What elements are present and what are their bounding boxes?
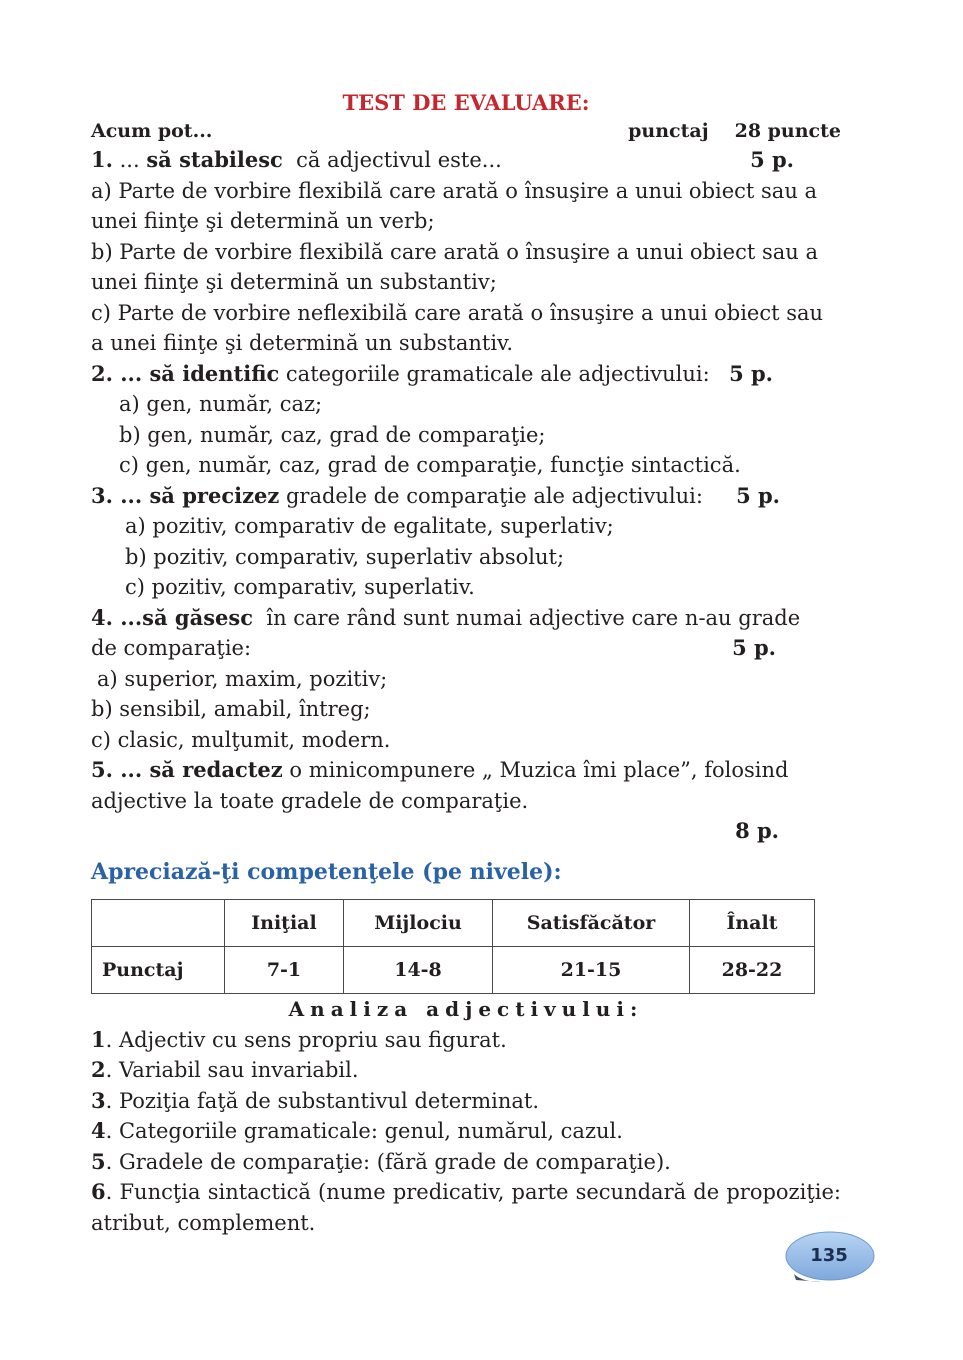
q1-option-c: c) Parte de vorbire neflexibilă care arată o însuşire a unui obiect sau a unei fiinţe şi determină un substantiv.	[91, 300, 824, 355]
analysis-item-text: . Adjectiv cu sens propriu sau figurat.	[105, 1027, 507, 1052]
q1-option-a: a) Parte de vorbire flexibilă care arată o însuşire a unui obiect sau a unei fiinţe şi determină un verb;	[91, 178, 818, 233]
q4-points: 5 p.	[732, 635, 776, 660]
q3-points: 5 p.	[736, 482, 780, 508]
q3-verb: să precizez	[149, 482, 280, 508]
header-left: Acum pot...	[91, 120, 213, 142]
q5-points-row	[91, 816, 841, 847]
levels-score-cell: 7-1	[225, 947, 344, 994]
analysis-item-number: 5	[91, 1148, 106, 1174]
page-number-badge	[782, 1230, 876, 1284]
analysis-item-text: . Gradele de comparaţie: (fără grade de comparaţie).	[105, 1149, 671, 1174]
question-4	[91, 603, 841, 634]
levels-score-cell: 28-22	[690, 947, 815, 994]
q1-text: că adjectivul este...	[282, 148, 502, 172]
q2-verb: să identific	[149, 360, 280, 386]
q5-number: 5. ...	[91, 757, 150, 782]
header-row	[91, 118, 841, 145]
score-info	[628, 118, 841, 145]
levels-header-cell: Iniţial	[225, 900, 344, 947]
analysis-item-number: 3	[91, 1087, 106, 1113]
analysis-item	[91, 1025, 841, 1056]
q1-option-b: b) Parte de vorbire flexibilă care arată o însuşire a unui obiect sau a unei fiinţe şi determină un substantiv;	[91, 239, 818, 294]
levels-table	[91, 899, 815, 994]
levels-header-cell: Mijlociu	[344, 900, 493, 947]
question-1	[91, 145, 841, 176]
page-number: 135	[810, 1245, 848, 1266]
score-label: punctaj	[628, 120, 709, 142]
analysis-item-text: . Categoriile gramaticale: genul, numărul, cazul.	[105, 1119, 623, 1143]
q4-text: în care rând sunt numai adjective care n-au grade	[253, 605, 801, 630]
analysis-item	[91, 1086, 841, 1117]
analysis-item-number: 4	[91, 1118, 106, 1143]
q2-option-b: b) gen, număr, caz, grad de comparaţie;	[119, 422, 546, 447]
analysis-item-text: . Variabil sau invariabil.	[105, 1058, 359, 1082]
levels-score-cell: 14-8	[344, 947, 493, 994]
analysis-item	[91, 1177, 841, 1238]
q4-option-b: b) sensibil, amabil, întreg;	[91, 697, 371, 721]
levels-score-row	[92, 947, 815, 994]
q2-text: categoriile gramaticale ale adjectivului:	[279, 361, 710, 386]
question-4-cont	[91, 633, 841, 664]
q3-option-a: a) pozitiv, comparativ de egalitate, superlativ;	[125, 514, 614, 538]
q1-number: 1.	[91, 147, 113, 172]
question-5	[91, 755, 841, 816]
analysis-item-number: 1	[91, 1026, 106, 1052]
levels-row-label: Punctaj	[92, 947, 225, 994]
analysis-item-number: 6	[91, 1179, 106, 1204]
q4-option-a: a) superior, maxim, pozitiv;	[97, 666, 388, 691]
q3-option-b: b) pozitiv, comparativ, superlativ absolut;	[125, 544, 565, 569]
score-value: 28 puncte	[734, 120, 841, 142]
q5-points: 8 p.	[735, 818, 779, 843]
q4-text2: de comparaţie:	[91, 636, 252, 660]
test-title: TEST DE EVALUARE:	[342, 90, 590, 115]
q4-verb: să găsesc	[142, 604, 253, 630]
levels-score-cell: 21-15	[493, 947, 690, 994]
question-3	[91, 481, 841, 512]
levels-header-cell: Înalt	[690, 900, 815, 947]
q4-number: 4. ...	[91, 604, 143, 630]
q2-option-a: a) gen, număr, caz;	[119, 392, 323, 416]
levels-title: Apreciază-ţi competenţele (pe nivele):	[91, 858, 562, 885]
question-2	[91, 359, 841, 390]
q3-text: gradele de comparaţie ale adjectivului:	[279, 483, 703, 508]
q5-verb: să redactez	[149, 757, 283, 782]
q1-lead: ...	[112, 148, 147, 172]
analysis-item	[91, 1116, 841, 1147]
q1-points: 5 p.	[750, 147, 794, 172]
levels-header-cell: Satisfăcător	[493, 900, 690, 947]
q3-option-c: c) pozitiv, comparativ, superlativ.	[125, 575, 475, 599]
q2-points: 5 p.	[729, 360, 773, 386]
analysis-item	[91, 1147, 841, 1178]
analysis-item-text: . Poziţia faţă de substantivul determinat.	[105, 1088, 540, 1113]
levels-header-row	[92, 900, 815, 947]
analysis-item	[91, 1055, 841, 1086]
page-content	[91, 88, 841, 1238]
q1-verb: să stabilesc	[146, 147, 283, 172]
q2-number: 2. ...	[91, 360, 150, 386]
q3-number: 3. ...	[91, 482, 150, 508]
levels-header-cell	[92, 900, 225, 947]
analysis-item-text: . Funcţia sintactică (nume predicativ, parte secundară de propoziţie: atribut, complement.	[91, 1180, 841, 1235]
analysis-title: Analiza adjectivului:	[288, 997, 644, 1021]
q2-option-c: c) gen, număr, caz, grad de comparaţie, funcţie sintactică.	[119, 453, 741, 477]
q4-option-c: c) clasic, mulţumit, modern.	[91, 727, 391, 752]
analysis-item-number: 2	[91, 1057, 106, 1082]
q5-text: o minicompunere „ Muzica îmi place”, folosind adjective la toate gradele de comparaţie.	[91, 758, 789, 813]
